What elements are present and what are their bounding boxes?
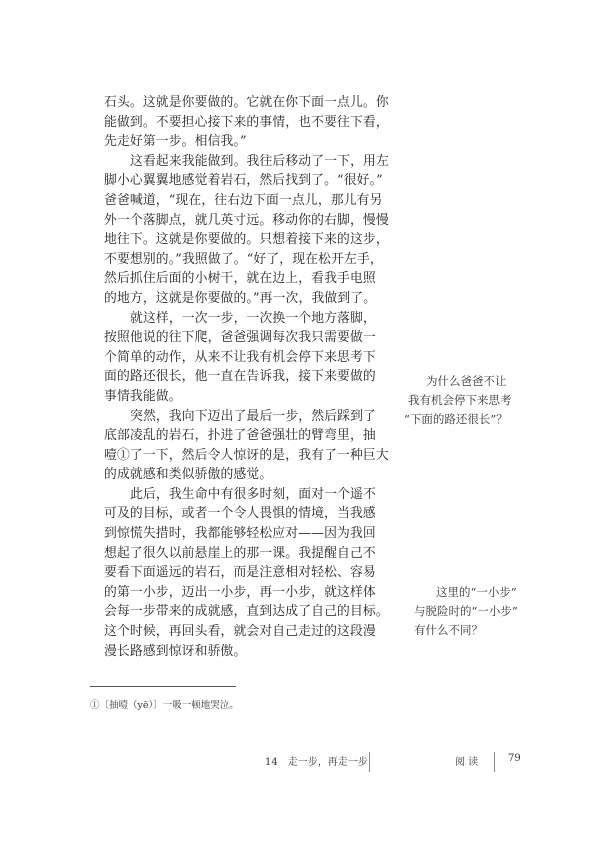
margin-note-line: 为什么爸爸不让	[426, 374, 507, 388]
text-line: 可及的目标，或者一个令人畏惧的情境，当我感	[104, 506, 376, 522]
text-line: 想起了很久以前悬崖上的那一课。我提醒自己不	[104, 545, 376, 561]
text-line: 不要想别的。”我照做了。“好了，现在松开左手，	[104, 251, 383, 267]
text-line: 漫长路感到惊讶和骄傲。	[104, 643, 247, 659]
text-line: 这看起来我能做到。我往后移动了一下，用左	[130, 153, 389, 169]
text-line: 按照他说的往下爬，爸爸强调每次我只需要做一	[104, 330, 376, 346]
margin-note-line: 有什么不同？	[414, 623, 483, 637]
margin-note-1	[400, 372, 530, 429]
text-line: 要看下面遥远的岩石，而是注意相对轻松、容易	[104, 565, 376, 581]
text-line: 能做到。不要担心接下来的事情，也不要往下看，	[104, 114, 389, 130]
text-line: 石头。这就是你要做的。它就在你下面一点儿。你	[104, 95, 389, 110]
margin-note-line: “下面的路还很长”？	[404, 412, 508, 426]
text-line: 先走好第一步。相信我。”	[104, 134, 247, 150]
text-line: 突然，我向下迈出了最后一步，然后踩到了	[130, 408, 376, 424]
margin-note-2	[400, 583, 530, 640]
text-line: 底部凌乱的岩石，扑进了爸爸强壮的臂弯里，抽	[104, 428, 376, 444]
margin-note-line: 与脱险时的“一小步”	[414, 604, 518, 618]
text-line: 个简单的动作，从来不让我有机会停下来思考下	[104, 349, 376, 365]
text-line: 脚小心翼翼地感觉着岩石，然后找到了。“很好。”	[104, 173, 383, 189]
text-line: 到惊慌失措时，我都能够轻松应对——因为我回	[104, 526, 376, 542]
text-line: 就这样，一次一步，一次换一个地方落脚，	[130, 310, 376, 326]
text-line: 事情我能做。	[104, 388, 182, 404]
page-number: 79	[508, 753, 521, 764]
text-line: 的成就感和类似骄傲的感觉。	[104, 467, 273, 483]
text-line: 会每一步带来的成就感，直到达成了自己的目标。	[104, 604, 389, 620]
margin-note-line: 这里的“一小步”	[436, 585, 517, 599]
text-line: 爸爸喊道，“现在，往右边下面一点儿，那儿有另	[104, 192, 383, 208]
text-line: 的第一小步，迈出一小步，再一小步，就这样体	[104, 584, 376, 600]
text-line: 面的路还很长，他一直在告诉我，接下来要做的	[104, 369, 376, 385]
body-text	[104, 93, 389, 661]
text-line: 然后抓住后面的小树干，就在边上，看我手电照	[104, 271, 376, 287]
margin-note-line: 我有机会停下来思考	[408, 393, 512, 407]
footer-divider	[369, 752, 370, 772]
footer-lesson-title: 14 走一步，再走一步	[265, 757, 368, 768]
text-line: 此后，我生命中有很多时刻，面对一个遥不	[130, 486, 376, 502]
footnote: ①〔抽噎（yē）〕一吸一顿地哭泣。	[90, 700, 239, 711]
text-line: 外一个落脚点，就几英寸远。移动你的右脚，慢慢	[104, 212, 389, 228]
footer-divider	[494, 752, 495, 772]
footnote-divider	[90, 686, 236, 687]
text-line: 的地方，这就是你要做的。”再一次，我做到了。	[104, 290, 377, 306]
footer-section: 阅 读	[455, 757, 479, 768]
text-line: 这个时候，再回头看，就会对自己走过的这段漫	[104, 624, 376, 640]
text-line: 地往下。这就是你要做的。只想着接下来的这步，	[104, 232, 389, 248]
text-line: 噎①了一下，然后令人惊讶的是，我有了一种巨大	[104, 447, 389, 463]
